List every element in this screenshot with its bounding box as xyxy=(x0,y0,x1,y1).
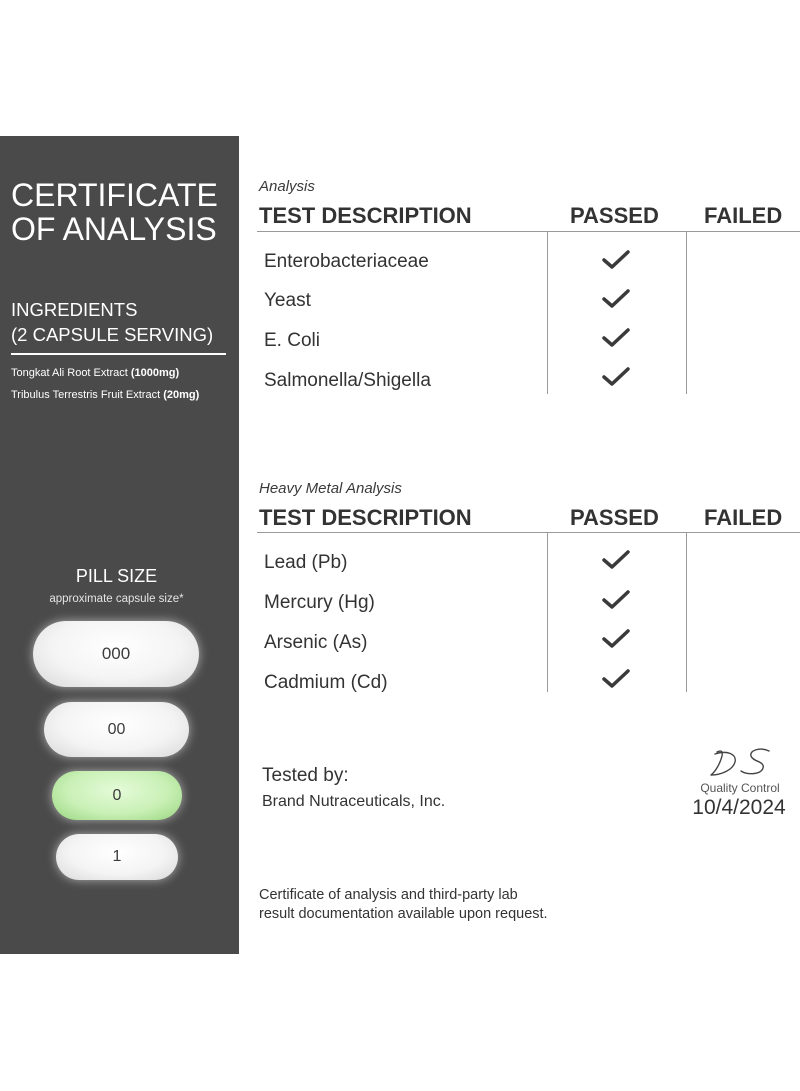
capsule-0-highlighted xyxy=(52,771,182,820)
heavy-metal-column-divider xyxy=(547,532,548,692)
analysis-row-label: Yeast xyxy=(264,290,311,311)
check-icon xyxy=(601,249,631,271)
signature-initials xyxy=(703,744,781,780)
capsule-1 xyxy=(56,834,178,880)
tested-by-company: Brand Nutraceuticals, Inc. xyxy=(262,793,446,810)
capsule-000 xyxy=(33,621,199,687)
ingredients-heading-line-1: INGREDIENTS xyxy=(11,299,138,320)
analysis-col-passed: PASSED xyxy=(570,203,659,228)
quality-control-label: Quality Control xyxy=(700,781,780,795)
check-icon xyxy=(601,327,631,349)
analysis-section-label: Analysis xyxy=(259,178,315,195)
ingredients-heading-line-2: (2 CAPSULE SERVING) xyxy=(11,324,214,345)
check-icon xyxy=(601,288,631,310)
heavy-metal-col-passed: PASSED xyxy=(570,505,659,530)
heavy-metal-row-label: Cadmium (Cd) xyxy=(264,672,388,693)
capsule-label: 000 xyxy=(101,644,131,663)
pill-size-subtitle: approximate capsule size* xyxy=(49,593,184,605)
heavy-metal-column-divider xyxy=(686,532,687,692)
tested-by-label: Tested by: xyxy=(262,765,349,786)
ingredient-amount: (1000mg) xyxy=(130,367,180,379)
ingredient-name: Tongkat Ali Root Extract xyxy=(11,367,128,379)
sidebar-panel xyxy=(0,136,239,954)
ingredients-heading xyxy=(11,297,236,347)
analysis-header-rule xyxy=(257,231,800,232)
signature-date: 10/4/2024 xyxy=(692,796,786,819)
capsule-label: 0 xyxy=(112,786,122,804)
certificate-title xyxy=(11,178,236,246)
capsule-label: 1 xyxy=(112,848,122,865)
analysis-column-divider xyxy=(686,231,687,394)
ingredients-divider xyxy=(11,353,226,355)
check-icon xyxy=(601,668,631,690)
capsule-label: 00 xyxy=(107,720,126,738)
heavy-metal-row-label: Mercury (Hg) xyxy=(264,592,375,613)
analysis-col-test: TEST DESCRIPTION xyxy=(259,203,472,228)
title-line-1: CERTIFICATE xyxy=(11,177,218,213)
heavy-metal-header-rule xyxy=(257,532,800,533)
analysis-col-failed: FAILED xyxy=(704,203,783,228)
heavy-metal-row-label: Lead (Pb) xyxy=(264,552,348,573)
analysis-row-label: Enterobacteriaceae xyxy=(264,251,429,272)
analysis-column-divider xyxy=(547,231,548,394)
pill-size-title: PILL SIZE xyxy=(75,566,158,586)
ingredients-list xyxy=(11,362,199,406)
heavy-metal-row-label: Arsenic (As) xyxy=(264,632,368,653)
ingredient-name: Tribulus Terrestris Fruit Extract xyxy=(11,389,161,401)
footnote xyxy=(259,886,619,924)
heavy-metal-section-label: Heavy Metal Analysis xyxy=(259,480,402,497)
check-icon xyxy=(601,366,631,388)
check-icon xyxy=(601,589,631,611)
capsule-00 xyxy=(44,702,189,757)
analysis-row-label: E. Coli xyxy=(264,330,320,351)
heavy-metal-col-failed: FAILED xyxy=(704,505,783,530)
footnote-line-2: result documentation available upon request. xyxy=(259,906,548,922)
check-icon xyxy=(601,628,631,650)
ingredient-item xyxy=(11,362,199,384)
heavy-metal-col-test: TEST DESCRIPTION xyxy=(259,505,472,530)
check-icon xyxy=(601,549,631,571)
footnote-line-1: Certificate of analysis and third-party lab xyxy=(259,887,518,903)
title-line-2: OF ANALYSIS xyxy=(11,211,217,247)
ingredient-amount: (20mg) xyxy=(163,389,200,401)
ingredient-item xyxy=(11,384,199,406)
analysis-row-label: Salmonella/Shigella xyxy=(264,370,431,391)
